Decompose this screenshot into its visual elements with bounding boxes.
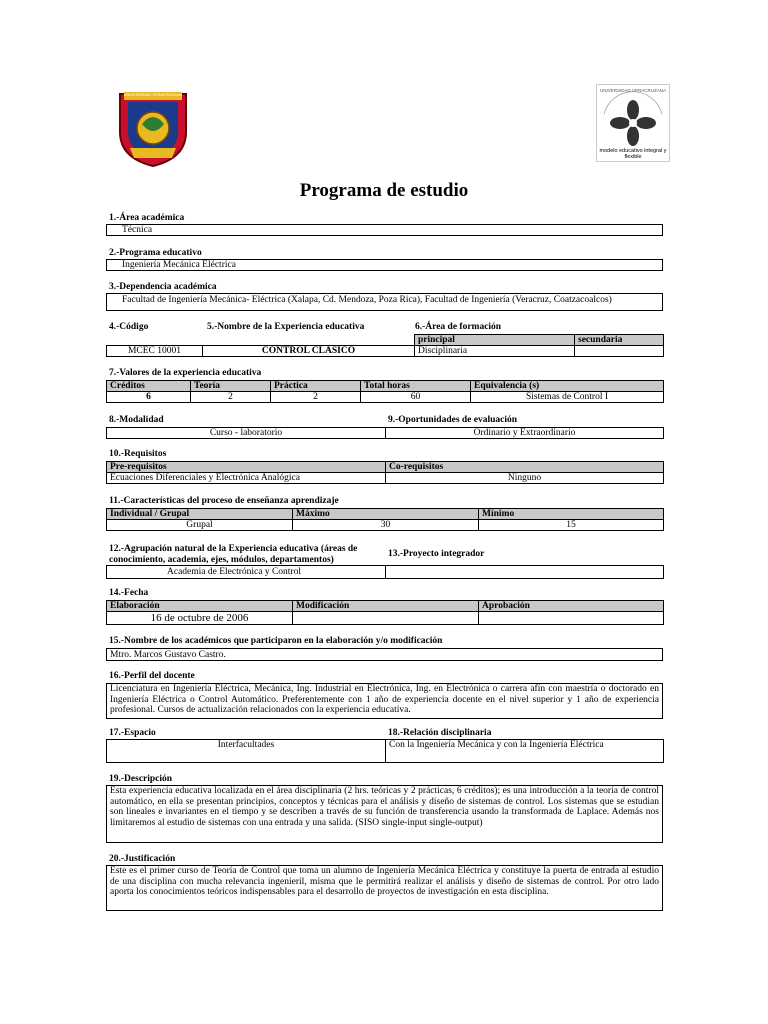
proyecto-integrador-value (386, 566, 664, 579)
equivalencia-value: Sistemas de Control I (471, 392, 664, 403)
area-formacion-label: 6.-Área de formación (415, 322, 502, 332)
agrupacion-value: Academia de Electrónica y Control (107, 566, 386, 579)
relacion-disciplinaria-label: 18.-Relación disciplinaria (388, 728, 492, 738)
academicos-value: Mtro. Marcos Gustavo Castro. (106, 648, 663, 661)
co-requisitos-header: Co-requisitos (386, 462, 664, 473)
principal-header: principal (415, 335, 575, 346)
descripcion-label: 19.-Descripción (109, 774, 173, 784)
maximo-header: Máximo (293, 509, 479, 520)
individual-grupal-header: Individual / Grupal (107, 509, 293, 520)
perfil-docente-label: 16.-Perfil del docente (109, 671, 195, 681)
relacion-disciplinaria-value: Con la Ingeniería Mecánica y con la Ingeniería Eléctrica (386, 740, 664, 763)
perfil-docente-value: Licenciatura en Ingeniería Eléctrica, Mecánica, Ing. Industrial en Electrónica, Ing. en Electrónica o carrera afín con maestría o doctorado en Ingeniería Eléctrica o Control Automático. Preferentemente con 1 año de experiencia docente en el nivel superior y 1 año de experiencia profesional. Cursos de actualización relacionados con la experiencia educativa. (106, 683, 663, 719)
area-academica-label: 1.-Área académica (109, 213, 185, 223)
programa-educativo-value: Ingeniería Mecánica Eléctrica (106, 259, 663, 271)
crest-text: UNIVERSIDAD VERACRUZANA (123, 92, 183, 97)
teoria-header: Teoría (191, 381, 271, 392)
co-requisitos-value: Ninguno (386, 473, 664, 484)
oportunidades-label: 9.-Oportunidades de evaluación (388, 415, 518, 425)
modalidad-value: Curso - laboratorio (107, 428, 386, 439)
minimo-value: 15 (479, 520, 664, 531)
principal-value: Disciplinaria (415, 346, 575, 357)
requisitos-label: 10.-Requisitos (109, 449, 167, 459)
agrupacion-label-2: conocimiento, academia, ejes, módulos, departamentos) (109, 555, 334, 565)
individual-grupal-value: Grupal (107, 520, 293, 531)
modificacion-header: Modificación (293, 601, 479, 612)
dependencia-label: 3.-Dependencia académica (109, 282, 217, 292)
secundaria-value (575, 346, 664, 357)
valores-table (106, 380, 664, 403)
elaboracion-header: Elaboración (107, 601, 293, 612)
logo-arc-text: UNIVERSIDAD VERACRUZANA (599, 88, 666, 93)
total-horas-value: 60 (361, 392, 471, 403)
codigo-table (106, 334, 664, 357)
pre-requisitos-header: Pre-requisitos (107, 462, 386, 473)
practica-header: Práctica (271, 381, 361, 392)
total-horas-header: Total horas (361, 381, 471, 392)
dependencia-value: Facultad de Ingeniería Mecánica- Eléctrica (Xalapa, Cd. Mendoza, Poza Rica), Facultad de Ingeniería (Veracruz, Coatzacoalcos) (106, 293, 663, 311)
nombre-ee-label: 5.-Nombre de la Experiencia educativa (207, 322, 365, 332)
elaboracion-value: 16 de octubre de 2006 (107, 612, 293, 625)
minimo-header: Mínimo (479, 509, 664, 520)
aprobacion-value (479, 612, 664, 625)
creditos-value: 6 (107, 392, 191, 403)
page-title: Programa de estudio (299, 180, 469, 201)
proyecto-integrador-label: 13.-Proyecto integrador (388, 549, 485, 559)
agrupacion-table (106, 565, 664, 579)
justificacion-label: 20.-Justificación (109, 854, 176, 864)
area-academica-value: Técnica (106, 224, 663, 236)
equivalencia-header: Equivalencia (s) (471, 381, 664, 392)
valores-label: 7.-Valores de la experiencia educativa (109, 368, 262, 378)
modificacion-value (293, 612, 479, 625)
teoria-value: 2 (191, 392, 271, 403)
modalidad-label: 8.-Modalidad (109, 415, 164, 425)
caracteristicas-label: 11.-Características del proceso de enseñanza aprendizaje (109, 496, 339, 506)
requisitos-table (106, 461, 664, 484)
secundaria-header: secundaria (575, 335, 664, 346)
descripcion-value: Esta experiencia educativa localizada en el área disciplinaria (2 hrs. teóricas y 2 prácticas, 6 créditos); es una introducción a la teoría de control automático, en ella se presentan principios, conceptos y técnicas para el análisis y diseño de sistemas de control. Los sistemas que se estudian son lineales e invariantes en el tiempo y se describen a través de su función de transferencia usando la transformada de Laplace. Además nos limitaremos al estudio de sistemas con una entrada y una salida. (SISO single-input single-output) (106, 785, 663, 843)
codigo-label: 4.-Código (109, 322, 149, 332)
agrupacion-label-1: 12.-Agrupación natural de la Experiencia educativa (áreas de (109, 544, 358, 554)
espacio-value: Interfacultades (107, 740, 386, 763)
codigo-value: MCEC 10001 (107, 346, 203, 357)
fecha-table (106, 600, 664, 625)
creditos-header: Créditos (107, 381, 191, 392)
programa-educativo-label: 2.-Programa educativo (109, 248, 202, 258)
caracteristicas-table (106, 508, 664, 531)
university-crest-logo (116, 88, 190, 168)
nombre-ee-value: CONTROL CLÁSICO (203, 346, 415, 357)
aprobacion-header: Aprobación (479, 601, 664, 612)
logo-caption: modelo educativo integral y flexible (599, 148, 667, 160)
maximo-value: 30 (293, 520, 479, 531)
pre-requisitos-value: Ecuaciones Diferenciales y Electrónica Analógica (107, 473, 386, 484)
fecha-label: 14.-Fecha (109, 588, 149, 598)
oportunidades-value: Ordinario y Extraordinario (386, 428, 664, 439)
espacio-label: 17.-Espacio (109, 728, 156, 738)
justificacion-value: Este es el primer curso de Teoría de Control que toma un alumno de Ingeniería Mecánica Eléctrica y constituye la puerta de entrada al estudio de una disciplina con mucha relevancia ingenieril, misma que le permitirá realizar el análisis y diseño de sistemas de control. Por otro lado aporta los conocimientos teóricos indispensables para el desarrollo de proyectos de investigación en esta disciplina. (106, 865, 663, 911)
modelo-educativo-logo (596, 84, 670, 162)
academicos-label: 15.-Nombre de los académicos que participaron en la elaboración y/o modificación (109, 636, 443, 646)
espacio-table (106, 739, 664, 763)
crest-icon (116, 88, 190, 168)
practica-value: 2 (271, 392, 361, 403)
modalidad-table (106, 427, 664, 439)
